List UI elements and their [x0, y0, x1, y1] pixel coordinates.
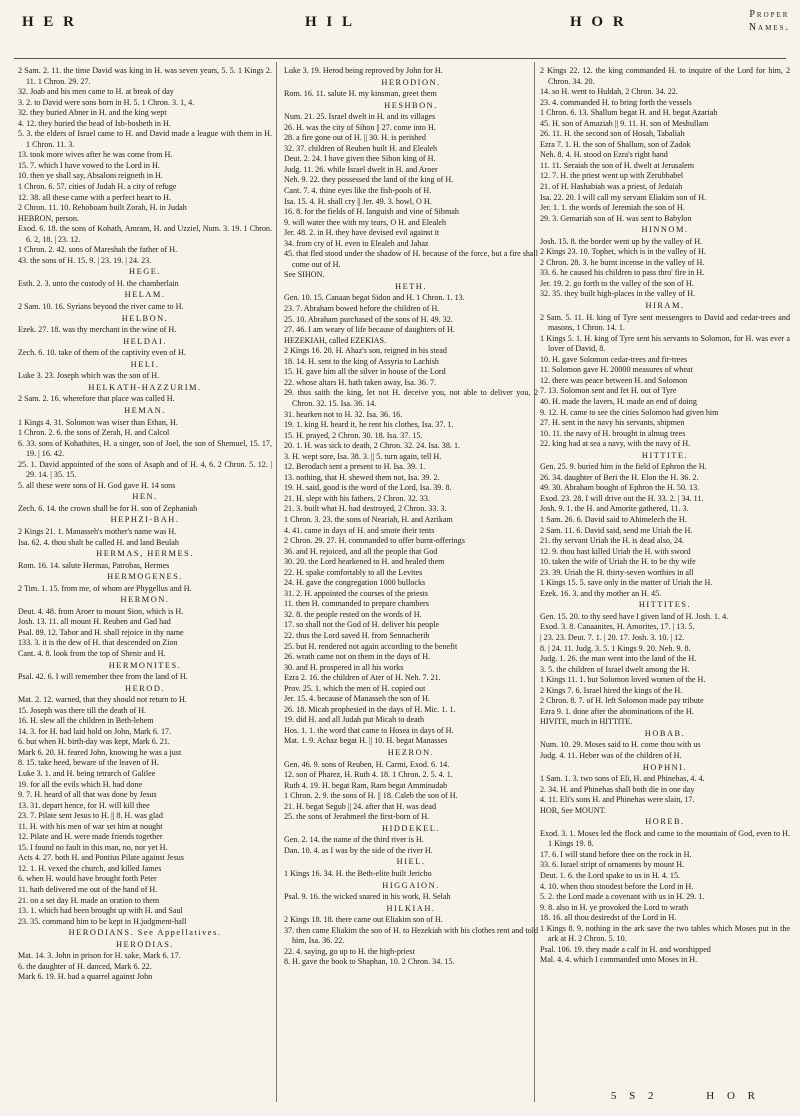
- entry-line: 45. H. son of Amaziah || 9. 11. H. son of Meshullam: [540, 118, 709, 128]
- entry-line: 49. 30. Abraham bought of Ephron the H. 50. 13.: [540, 483, 700, 493]
- entry-line: 2 Sam. 10. 16. Syrians beyond the river came to H.: [18, 302, 184, 312]
- entry-line: 31. 2. H. appointed the courses of the priests: [284, 588, 429, 598]
- entry-line: Exod. 3. 1. Moses led the flock and came to the mountain of God, even to H. 1 Kings 19. 8.: [540, 828, 790, 849]
- entry-line: 21. of H. Hashabiah was a priest, of Jedaiah: [540, 182, 683, 192]
- entry-line: Mal. 4. 4. which I commanded unto Moses in H.: [540, 955, 698, 965]
- entry-line: Rom. 16. 11. salute H. my kinsman, greet them: [284, 89, 437, 99]
- entry-line: Ruth 4. 19. H. begat Ram, Ram begat Amminadab: [284, 780, 448, 790]
- entry-line: 12. Pilate and H. were made friends together: [18, 832, 163, 842]
- entry-line: 22. thus the Lord saved H. from Sennacherib: [284, 630, 430, 640]
- entry-line: Ezra 7. 1. H. the son of Shallum, son of Zadok: [540, 139, 691, 149]
- entry-line: 12. 9. thou hast killed Uriah the H. with sword: [540, 546, 691, 556]
- entry-line: Luke 3. 19. Herod being reproved by John for H.: [284, 66, 443, 75]
- page-footer: [571, 1090, 760, 1102]
- entry-line: 1 Chron. 2. 9. the sons of H. || 18. Caleb the son of H.: [284, 791, 458, 801]
- entry-line: 12. Berodach sent a present to H. Isa. 39. 1.: [284, 462, 426, 472]
- entry-line: 33. 6. he caused his children to pass thro' fire in H.: [540, 268, 705, 278]
- entry-line: 8. 15. take heed, beware of the leaven of H.: [18, 758, 159, 768]
- entry-line: Esth. 2. 3. unto the custody of H. the chamberlain: [18, 278, 179, 288]
- entry-line: Luke 3. 23. Joseph which was the son of H.: [18, 371, 160, 381]
- entry-headword: HOBAB.: [644, 728, 686, 738]
- entry-line: Psal. 89. 12. Tabor and H. shall rejoice in thy name: [18, 627, 184, 637]
- entry-line: 31. hearken not to H. 32. Isa. 36. 16.: [284, 409, 403, 419]
- entry-line: Hos. 1. 1. the word that came to Hosea in days of H.: [284, 725, 454, 735]
- entry-line: Exod. 6. 18. the sons of Kohath, Amram, H. and Uzziel, Num. 3. 19. 1 Chron. 6. 2, 18. | 23. 12.: [18, 224, 272, 244]
- entry-line: Josh. 9. 1. the H. and Amorite gathered, 11. 3.: [540, 504, 689, 514]
- entry-line: 1 Kings 5. 1. H. king of Tyre sent his servants to Solomon, for H. was ever a lover of David, 8.: [540, 333, 790, 354]
- entry-line: 11. Solomon gave H. 20000 measures of wheat: [540, 365, 693, 375]
- entry-line: 2. 34. H. and Phinehas shall both die in one day: [540, 784, 695, 794]
- entry-line: Gen. 15. 20. to thy seed have I given land of H. Josh. 1. 4.: [540, 611, 729, 621]
- entry-line: Cant. 7. 4. thine eyes like the fish-pools of H.: [284, 186, 432, 196]
- entry-line: 32. Joab and his men came to H. at break of day: [18, 87, 174, 97]
- entry-line: 12. 7. H. the priest went up with Zerubbabel: [540, 171, 684, 181]
- entry-line: 18. 14. H. sent to the king of Assyria to Lachish: [284, 356, 439, 366]
- section-label-top: Proper: [749, 9, 790, 20]
- entry-line: 1 Kings 15. 5. save only in the matter of Uriah the H.: [540, 578, 713, 588]
- section-label: [749, 8, 790, 34]
- entry-line: Jer. 48. 2. in H. they have devised evil against it: [284, 228, 440, 238]
- entry-line: Zech. 6. 14. the crown shall be for H. son of Zephaniah: [18, 503, 198, 513]
- entry-line: 1 Chron. 6. 57. cities of Judah H. a city of refuge: [18, 182, 177, 192]
- entry-line: 9. 12. H. came to see the cities Solomon had given him: [540, 407, 719, 417]
- entry-headword: HIDDEKEL.: [382, 823, 440, 833]
- entry-line: 2 Kings 21. 1. Manasseh's mother's name was H.: [18, 526, 177, 536]
- entry-line: Psal. 9. 16. the wicked snared in his work, H. Selah: [284, 892, 451, 902]
- entry-line: 11. hath delivered me out of the hand of H.: [18, 885, 158, 895]
- entry-line: HEZEKIAH, called EZEKIAS.: [284, 335, 387, 345]
- entry-line: Deut. 2. 24. I have given thee Sihon king of H.: [284, 154, 436, 164]
- entry-line: 1 Kings 4. 31. Solomon was wiser than Ethan, H.: [18, 417, 178, 427]
- entry-line: 7. 13. Solomon sent and fet H. out of Tyre: [540, 386, 677, 396]
- column-left: [18, 66, 272, 983]
- entry-line: 26. H. was the city of Sihon || 27. come into H.: [284, 122, 436, 132]
- entry-line: 4. 10. when thou stoodest before the Lord in H.: [540, 881, 694, 891]
- entry-line: 20. 1. H. was sick to death, 2 Chron. 32. 24. Isa. 38. 1.: [284, 441, 461, 451]
- entry-line: 5. 2. the Lord made a covenant with us in H. 29. 1.: [540, 892, 705, 902]
- entry-line: Cant. 4. 8. look from the top of Shenir and H.: [18, 648, 166, 658]
- entry-line: Neh. 8. 4. H. stood on Ezra's right hand: [540, 150, 668, 160]
- entry-headword: HESHBON.: [384, 100, 438, 110]
- entry-line: 1 Chron. 6. 13. Shallum begat H. and H. begat Azariah: [540, 108, 718, 118]
- entry-line: Judg. 1. 26. the man went into the land of the H.: [540, 654, 697, 664]
- entry-line: 19. for all the evils which H. had done: [18, 779, 143, 789]
- entry-line: Josh. 15. 8. the border went up by the valley of H.: [540, 236, 703, 246]
- entry-line: 24. H. gave the congregation 1000 bullocks: [284, 578, 426, 588]
- entry-line: HOR, See MOUNT.: [540, 805, 606, 815]
- entry-line: 22. 4. saying, go up to H. the high-priest: [284, 946, 415, 956]
- entry-headword: HELAM.: [124, 290, 166, 300]
- entry-line: Exod. 3. 8. Canaanites, H. Amorites, 17. | 13. 5.: [540, 622, 695, 632]
- entry-line: 2 Chron. 28. 3. he burnt incense in the valley of H.: [540, 257, 705, 267]
- entry-line: Mark 6. 19. H. had a quarrel against John: [18, 972, 153, 982]
- entry-headword: HOPHNI.: [642, 762, 688, 772]
- entry-line: 2 Kings 18. 18. there came out Eliakim son of H.: [284, 915, 443, 925]
- entry-line: 2 Chron. 11. 10. Rehoboam built Zorah, H. in Judah: [18, 203, 187, 213]
- entry-headword: HERMONITES.: [108, 660, 182, 670]
- entry-line: 30. and H. prospered in all his works: [284, 662, 404, 672]
- entry-line: Luke 3. 1. and H. being tetrarch of Galilee: [18, 769, 156, 778]
- entry-line: 1 Chron. 3. 23. the sons of Neariah, H. and Azrikam: [284, 514, 453, 524]
- entry-headword: HERMAS, HERMES.: [96, 549, 194, 559]
- entry-line: Judg. 4. 11. Heber was of the children of H.: [540, 751, 682, 760]
- entry-line: 23. 7. Pilate sent Jesus to H. || 8. H. was glad: [18, 811, 163, 821]
- entry-line: 16. H. slew all the children in Beth-lehem: [18, 716, 154, 726]
- entry-line: 4. 41. came in days of H. and smote their tents: [284, 525, 435, 535]
- entry-line: 11. 11. Seraiah the son of H. dwelt at Jerusalem: [540, 160, 695, 170]
- entry-line: Mark 6. 20. H. feared John, knowing he was a just: [18, 747, 182, 757]
- entry-line: Exod. 23. 28. I will drive out the H. 33. 2. | 34. 11.: [540, 493, 704, 503]
- entry-line: 2 Tim. 1. 15. from me, of whom are Phygellus and H.: [18, 583, 192, 593]
- entry-line: 21. 3. built what H. had destroyed, 2 Chron. 33. 3.: [284, 504, 447, 514]
- entry-line: Psal. 106. 19. they made a calf in H. and worshipped: [540, 944, 711, 954]
- column-right: [540, 66, 790, 966]
- entry-line: 30. 20. the Lord hearkened to H. and healed them: [284, 557, 445, 567]
- entry-line: Gen. 2. 14. the name of the third river is H.: [284, 835, 424, 845]
- entry-line: 29. 3. Gemariah son of H. was sent to Babylon: [540, 213, 692, 223]
- entry-line: 1 Kings 11. 1. but Solomon loved women of the H.: [540, 675, 706, 685]
- entry-line: 8. | 24. 11. Judg. 3. 5. 1 Kings 9. 20. Neh. 9. 8.: [540, 643, 691, 653]
- section-label-bottom: Names.: [748, 22, 790, 33]
- entry-headword: HEPHZI-BAH.: [110, 515, 180, 525]
- entry-line: 45. that fled stood under the shadow of H. because of the force, but a fire shall come out of H.: [284, 249, 538, 269]
- entry-headword: HOREB.: [645, 817, 685, 827]
- entry-line: Ezek. 27. 18. was thy merchant in the wine of H.: [18, 325, 177, 335]
- entry-line: 27. 46. I am weary of life because of daughters of H.: [284, 325, 455, 335]
- entry-line: Num. 10. 29. Moses said to H. come thou with us: [540, 740, 701, 750]
- entry-line: 4. 11. Eli's sons H. and Phinehas were slain, 17.: [540, 795, 695, 805]
- entry-line: 2 Kings 23. 10. Tophet, which is in the valley of H.: [540, 247, 706, 257]
- running-head-left: H E R: [22, 14, 78, 30]
- entry-line: 22. H. spake comfortably to all the Levites: [284, 567, 423, 577]
- entry-line: 19. H. said, good is the word of the Lord, Isa. 39. 8.: [284, 483, 452, 493]
- entry-line: 21. thy servant Uriah the H. is dead also, 24.: [540, 536, 685, 546]
- entry-line: Neh. 9. 22. they possessed the land of the king of H.: [284, 175, 454, 185]
- entry-line: Jer. 1. 1. the words of Jeremiah the son of H.: [540, 203, 685, 213]
- entry-line: 22. whose altars H. hath taken away, Isa. 36. 7.: [284, 377, 437, 387]
- entry-line: HIVITE, much in HITTITE.: [540, 717, 633, 727]
- entry-headword: HELKATH-HAZZURIM.: [88, 382, 202, 392]
- entry-headword: HEROD.: [125, 683, 165, 693]
- entry-line: 1 Sam. 26. 6. David said to Ahimelech the H.: [540, 514, 687, 524]
- entry-line: 33. 6. Israel stript of ornaments by mount H.: [540, 860, 685, 870]
- entry-line: 23. 35. command him to be kept in H.judgment-hall: [18, 916, 187, 926]
- entry-line: 15. H. gave him all the silver in house of the Lord: [284, 367, 446, 377]
- entry-line: 11. then H. commanded to prepare chambers: [284, 599, 429, 609]
- entry-line: 6. 33. sons of Kohathites, H. a singer, son of Joel, the son of Shemuel, 15. 17, 19. | 16. 42.: [18, 438, 272, 459]
- entry-line: Jer. 19. 2. go forth to the valley of the son of H.: [540, 278, 694, 288]
- entry-line: 21. H. slept with his fathers, 2 Chron. 32. 33.: [284, 493, 430, 503]
- running-head: [0, 6, 800, 52]
- entry-line: 32. they buried Abner in H. and the king wept: [18, 108, 167, 118]
- entry-line: 18. 16. all thou desiredst of the Lord in H.: [540, 913, 677, 923]
- entry-line: 5. 3. the elders of Israel came to H. and David made a league with them in H. 1 Chron. 11. 3.: [18, 129, 272, 149]
- entry-line: 2 Sam. 5. 11. H. king of Tyre sent messengers to David and cedar-trees and masons, 1 Chron. 14. 1.: [540, 312, 790, 333]
- entry-line: Ezek. 16. 3. and thy mother an H. 45.: [540, 588, 662, 598]
- entry-line: 2 Sam. 2. 11. the time David was king in H. was seven years, 5. 5. 1 Kings 2. 11. 1 Chron. 29. 27.: [18, 66, 272, 86]
- catchword: H O R: [706, 1090, 760, 1102]
- running-head-right: H O R: [570, 14, 627, 30]
- entry-headword: HERMOGENES.: [107, 572, 183, 582]
- entry-line: 13. nothing, that H. shewed them not, Isa. 39. 2.: [284, 472, 440, 482]
- entry-line: 5. all these were sons of H. God gave H. 14 sons: [18, 480, 176, 490]
- signature-mark: 5 S 2: [610, 1090, 659, 1102]
- entry-line: 40. H. made the lavers, H. made an end of doing: [540, 396, 697, 406]
- entry-line: 22. king had at sea a navy, with the navy of H.: [540, 439, 691, 449]
- entry-line: 2 Kings 16. 20. H. Ahaz's son, reigned in his stead: [284, 346, 447, 356]
- entry-line: 133. 3. it is the dew of H. that descended on Zion: [18, 638, 178, 648]
- entry-line: 6. but when H. birth-day was kept, Mark 6. 21.: [18, 737, 170, 747]
- entry-line: 25. 10. Abraham purchased of the sons of H. 49. 32.: [284, 314, 453, 324]
- entry-line: 15. 7. which I have vowed to the Lord in H.: [18, 160, 160, 170]
- entry-line: 3. 2. to David were sons born in H. 5. 1 Chron. 3. 1, 4.: [18, 97, 195, 107]
- entry-line: 13. took more wives after he was come from H.: [18, 150, 173, 160]
- entry-line: Josh. 13. 11. all mount H. Reuben and Gad had: [18, 617, 171, 627]
- entry-line: 43. the sons of H. 15. 9. | 23. 19. | 24. 23.: [18, 255, 152, 265]
- column-divider: [276, 62, 277, 1102]
- entry-line: 3. 5. the children of Israel dwelt among the H.: [540, 664, 690, 674]
- entry-line: Isa. 62. 4. thou shalt be called H. and land Beulah: [18, 537, 179, 547]
- entry-line: HEBRON, person.: [18, 213, 79, 223]
- entry-line: 36. and H. rejoiced, and all the people that God: [284, 546, 438, 556]
- entry-headword: HERODIAS.: [116, 939, 174, 949]
- entry-line: Isa. 22. 20. I will call my servant Eliakim son of H.: [540, 192, 707, 202]
- entry-headword: HEN.: [132, 492, 158, 502]
- entry-line: 14. so H. went to Huldah, 2 Chron. 34. 22.: [540, 87, 678, 97]
- entry-line: 27. H. sent in the navy his servants, shipmen: [540, 418, 685, 428]
- entry-line: Psal. 42. 6. I will remember thee from the land of H.: [18, 672, 188, 682]
- entry-line: 12. 1. H. vexed the church, and killed James: [18, 863, 162, 873]
- entry-line: 2 Kings 7. 6. Israel hired the kings of the H.: [540, 685, 683, 695]
- entry-line: Gen. 46. 9. sons of Reuben, H. Carmi, Exod. 6. 14.: [284, 759, 450, 769]
- entry-headword: HELBON.: [121, 313, 169, 323]
- entry-headword: HITTITE.: [641, 450, 689, 460]
- entry-line: 6. the daughter of H. danced, Mark 6. 22.: [18, 961, 152, 971]
- entry-line: 25. but H. rendered not again according to the benefit: [284, 641, 458, 651]
- entry-line: Zech. 6. 10. take of them of the captivity even of H.: [18, 348, 186, 358]
- entry-headword: HEMAN.: [124, 405, 166, 415]
- entry-line: Mat. 1. 9. Achaz begat H. || 10. H. begat Manasses: [284, 736, 448, 746]
- entry-line: 21. on a set day H. made an oration to them: [18, 895, 160, 905]
- entry-line: Prov. 25. 1. which the men of H. copied out: [284, 683, 426, 693]
- entry-line: 12. there was peace between H. and Solomon: [540, 375, 688, 385]
- entry-line: Acts 4. 27. both H. and Pontius Pilate against Jesus: [18, 853, 184, 863]
- entry-line: 10. 11. the navy of H. brought in almug trees: [540, 428, 686, 438]
- entry-line: | 23. 23. Deut. 7. 1. | 20. 17. Josh. 3. 10. | 12.: [540, 632, 685, 642]
- column-middle: [284, 66, 538, 968]
- entry-line: 21. H. begat Segub || 24. after that H. was dead: [284, 801, 437, 811]
- entry-line: 26. 34. daughter of Beri the H. Elon the H. 36. 2.: [540, 472, 699, 482]
- entry-line: 13. 31. depart hence, for H. will kill thee: [18, 800, 150, 810]
- entry-line: 32. 37. children of Reuben built H. and Elealeh: [284, 143, 438, 153]
- entry-headword: HETH.: [395, 281, 427, 291]
- entry-line: Mat. 2. 12. warned, that they should not return to H.: [18, 695, 187, 705]
- entry-line: 10. then ye shall say, Absalom reigneth in H.: [18, 171, 163, 181]
- entry-line: 16. 8. for the fields of H. languish and vine of Sibmah: [284, 207, 459, 217]
- entry-line: 26. 11. H. the second son of Hosah, Tabaliah: [540, 129, 685, 139]
- entry-line: 2 Chron. 29. 27. H. commanded to offer burnt-offerings: [284, 536, 465, 546]
- entry-line: Mat. 14. 3. John in prison for H. sake, Mark 6. 17.: [18, 951, 181, 961]
- entry-line: 23. 4. commanded H. to bring forth the vessels: [540, 97, 692, 107]
- entry-line: 25. the sons of Jerahmeel the first-born of H.: [284, 812, 430, 822]
- entry-line: 15. H. prayed, 2 Chron. 30. 18. Isa. 37. 15.: [284, 430, 423, 440]
- entry-line: 12. 38. all these came with a perfect heart to H.: [18, 192, 172, 202]
- entry-line: 9. will water thee with my tears, O H. and Elealeh: [284, 217, 447, 227]
- entry-line: 37. then came Eliakim the son of H. to Hezekiah with his clothes rent and told him, Isa. 36. 22.: [284, 925, 538, 946]
- entry-line: 19. 1. king H. heard it, he rent his clothes, Isa. 37. 1.: [284, 420, 454, 430]
- entry-line: Dan. 10. 4. as I was by the side of the river H.: [284, 845, 433, 855]
- entry-line: 15. Joseph was there till the death of H.: [18, 705, 147, 715]
- entry-line: 17. so shall not the God of H. deliver his people: [284, 620, 440, 630]
- entry-line: 34. from cry of H. even to Elealeh and Jahaz: [284, 238, 429, 248]
- entry-line: 11. H. with his men of war set him at nought: [18, 821, 163, 831]
- entry-line: 3. H. wept sore, Isa. 38. 3. || 5. turn again, tell H.: [284, 451, 442, 461]
- entry-line: 23. 39. Uriah the H. thirty-seven worthies in all: [540, 567, 694, 577]
- entry-line: 15. I found no fault in this man, no, nor yet H.: [18, 842, 168, 852]
- entry-headword: HIEL.: [396, 857, 426, 867]
- entry-line: Ezra 9. 1. done after the abominations of the H.: [540, 706, 694, 716]
- entry-headword: HINNOM.: [641, 225, 689, 235]
- entry-line: 1 Kings 8. 9. nothing in the ark save the two tables which Moses put in the ark at H. 2 Chron. 5. 10.: [540, 923, 790, 944]
- entry-headword: HITTITES.: [638, 600, 692, 610]
- entry-headword: HIGGAION.: [382, 880, 440, 890]
- entry-line: 1 Sam. 1. 3. two sons of Eli, H. and Phinehas, 4. 4.: [540, 774, 705, 784]
- entry-line: 28. a fire gone out of H. || 30. H. is perished: [284, 133, 426, 143]
- entry-headword: HELI.: [130, 359, 160, 369]
- entry-line: Gen. 25. 9. buried him in the field of Ephron the H.: [540, 462, 707, 472]
- entry-line: Jer. 15. 4. because of Manasseh the son of H.: [284, 694, 430, 704]
- entry-line: 2 Chron. 8. 7. of H. left Solomon made pay tribute: [540, 696, 704, 706]
- entry-line: 10. taken the wife of Uriah the H. to be thy wife: [540, 557, 696, 567]
- entry-line: 32. 35. they built high-places in the valley of H.: [540, 289, 696, 299]
- running-head-center: H I L: [305, 14, 356, 30]
- entry-line: 9. 8. also in H. ye provoked the Lord to wrath: [540, 902, 689, 912]
- entry-line: 14. 3. for H. had laid hold on John, Mark 6. 17.: [18, 726, 172, 736]
- entry-line: 1 Chron. 2. 6. the sons of Zerah, H. and Calcol: [18, 428, 170, 438]
- entry-line: 2 Kings 22. 12. the king commanded H. to inquire of the Lord for him, 2 Chron. 34. 20.: [540, 66, 790, 86]
- entry-headword: HERMON.: [120, 595, 170, 605]
- entry-line: Isa. 15. 4. H. shall cry || Jer. 49. 3. howl, O H.: [284, 196, 432, 206]
- entry-line: 29. thus saith the king, let not H. deceive you, not able to deliver you, 2 Chron. 32. 15. Isa. 36. 14.: [284, 388, 538, 408]
- entry-line: 13. 1. which had been brought up with H. and Saul: [18, 906, 183, 916]
- entry-line: Ezra 2. 16. the children of Ater of H. Neh. 7. 21.: [284, 673, 441, 683]
- entry-headword: HERODION.: [381, 77, 441, 87]
- entry-line: 2 Sam. 2. 16. wherefore that place was called H.: [18, 394, 175, 404]
- entry-line: 8. H. gave the book to Shaphan, 10. 2 Chron. 34. 15.: [284, 957, 455, 967]
- entry-headword: HEGE.: [129, 267, 161, 277]
- header-rule: [14, 58, 786, 59]
- entry-line: Rom. 16. 14. salute Hermas, Patrobas, Hermes: [18, 560, 170, 570]
- entry-headword: HERODIANS. See Appellatives.: [68, 928, 222, 938]
- entry-line: Deut. 4. 48. from Aroer to mount Sion, which is H.: [18, 606, 184, 616]
- entry-headword: HILKIAH.: [386, 903, 436, 913]
- entry-line: 9. 7. H. heard of all that was done by Jesus: [18, 790, 157, 800]
- entry-line: 17. 6. I will stand before thee on the rock in H.: [540, 849, 692, 859]
- entry-line: 26. 18. Micah prophesied in the days of H. Mic. 1. 1.: [284, 704, 456, 714]
- entry-line: 1 Kings 16. 34. H. the Beth-elite built Jericho: [284, 869, 432, 879]
- entry-line: 26. wrath came not on them in the days of H.: [284, 652, 431, 662]
- entry-line: 6. when H. would have brought forth Peter: [18, 874, 157, 884]
- entry-line: 19. did H. and all Judah put Micah to death: [284, 715, 425, 725]
- entry-line: See SIHON.: [284, 270, 325, 280]
- entry-line: 12. son of Pharez, H. Ruth 4. 18. 1 Chron. 2. 5. 4. 1.: [284, 770, 453, 780]
- entry-line: Deut. 1. 6. the Lord spake to us in H. 4. 15.: [540, 871, 681, 881]
- entry-line: 25. 1. David appointed of the sons of Asaph and of H. 4, 6. 2 Chron. 5. 12. | 29. 14. | 35. 15.: [18, 459, 272, 480]
- entry-headword: HELDAI.: [123, 336, 167, 346]
- entry-headword: HIRAM.: [645, 301, 685, 311]
- entry-line: 10. H. gave Solomon cedar-trees and fir-trees: [540, 354, 688, 364]
- entry-headword: HEZRON.: [387, 748, 435, 757]
- entry-line: 23. 7. Abraham bowed before the children of H.: [284, 304, 440, 314]
- entry-line: Num. 21. 25. Israel dwelt in H. and its villages: [284, 112, 436, 122]
- entry-line: Judg. 11. 26. while Israel dwelt in H. and Aroer: [284, 164, 438, 174]
- entry-line: 32. 8. the people rested on the words of H.: [284, 609, 422, 619]
- entry-line: 2 Sam. 11. 6. David said, send me Uriah the H.: [540, 525, 693, 535]
- entry-line: 4. 12. they buried the head of Ish-bosheth in H.: [18, 118, 171, 128]
- entry-line: 1 Chron. 2. 42. sons of Mareshah the father of H.: [18, 245, 178, 255]
- entry-line: Gen. 10. 15. Canaan begat Sidon and H. 1 Chron. 1. 13.: [284, 293, 465, 303]
